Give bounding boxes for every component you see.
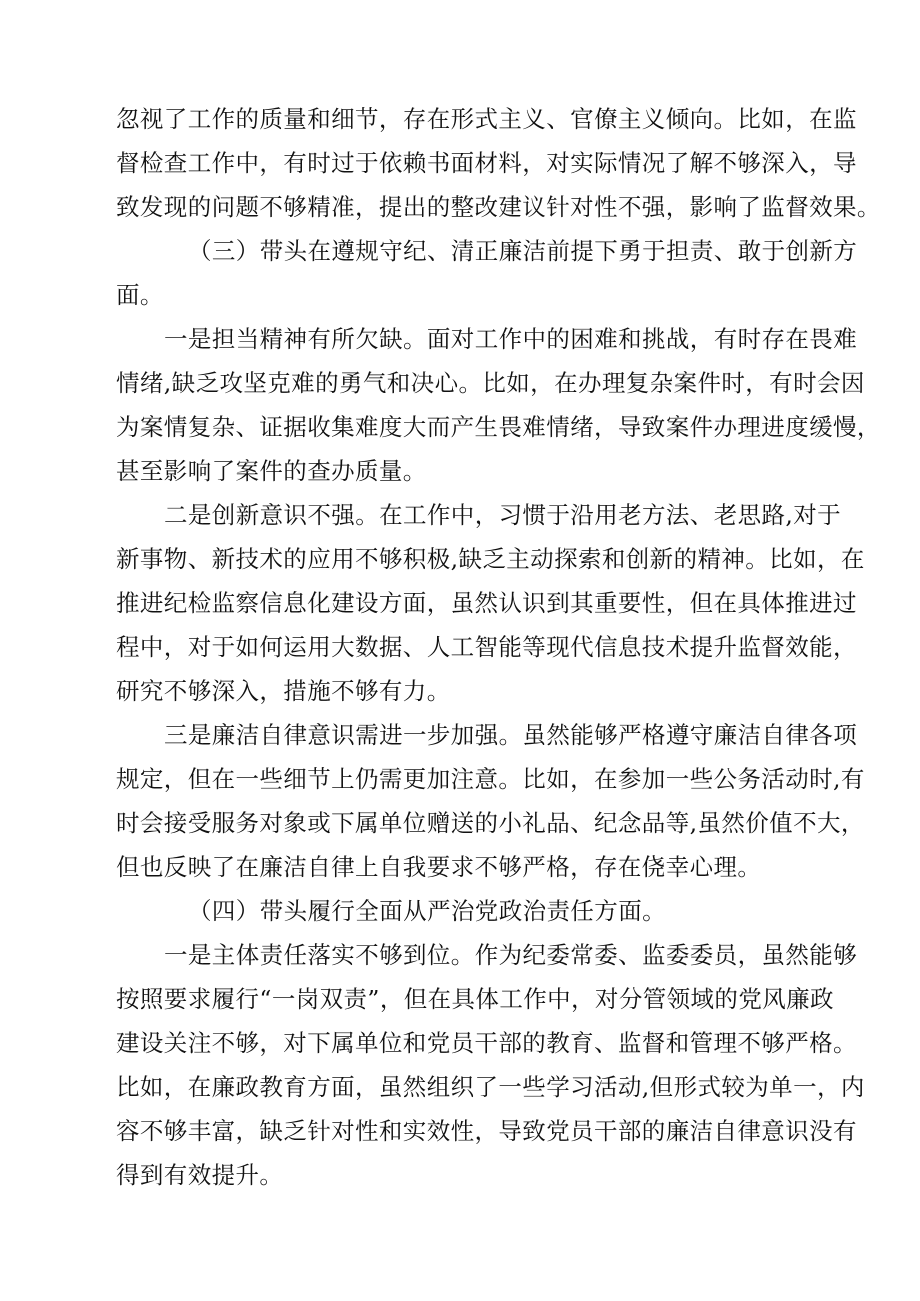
body-line: 建设关注不够，对下属单位和党员干部的教育、监督和管理不够严格。	[116, 1029, 857, 1057]
body-line: 按照要求履行“一岗双责”，但在具体工作中，对分管领域的党风廉政	[116, 985, 834, 1013]
section-heading-3: （三）带头在遵规守纪、清正廉洁前提下勇于担责、敢于创新方	[188, 237, 858, 265]
body-line: 推进纪检监察信息化建设方面，虽然认识到其重要性，但在具体推进过	[116, 589, 857, 617]
document-body	[116, 97, 881, 1197]
body-line: 为案情复杂、证据收集难度大而产生畏难情绪，导致案件办理进度缓慢，	[116, 413, 881, 441]
body-line: 得到有效提升。	[116, 1161, 284, 1189]
paragraph-start: 一是主体责任落实不够到位。作为纪委常委、监委委员，虽然能够	[164, 941, 858, 969]
body-line: 新事物、新技术的应用不够积极,缺乏主动探索和创新的精神。比如，在	[116, 545, 865, 573]
section-heading-4: （四）带头履行全面从严治党政治责任方面。	[188, 897, 666, 925]
body-line: 规定，但在一些细节上仍需更加注意。比如，在参加一些公务活动时,有	[116, 765, 865, 793]
paragraph-start: 三是廉洁自律意识需进一步加强。虽然能够严格遵守廉洁自律各项	[164, 721, 858, 749]
body-line: 程中，对于如何运用大数据、人工智能等现代信息技术提升监督效能，	[116, 633, 857, 661]
body-line: 忽视了工作的质量和细节，存在形式主义、官僚主义倾向。比如，在监	[116, 105, 857, 133]
body-line: 致发现的问题不够精准，提出的整改建议针对性不强，影响了监督效果。	[116, 193, 881, 221]
section-heading-3-cont: 面。	[116, 281, 164, 309]
body-line: 情绪,缺乏攻坚克难的勇气和决心。比如，在办理复杂案件时，有时会因	[116, 369, 865, 397]
body-line: 督检查工作中，有时过于依赖书面材料，对实际情况了解不够深入，导	[116, 149, 857, 177]
body-line: 比如，在廉政教育方面，虽然组织了一些学习活动,但形式较为单一，内	[116, 1073, 865, 1101]
body-line: 时会接受服务对象或下属单位赠送的小礼品、纪念品等,虽然价值不大，	[116, 809, 865, 837]
body-line: 甚至影响了案件的查办质量。	[116, 457, 427, 485]
body-line: 容不够丰富，缺乏针对性和实效性，导致党员干部的廉洁自律意识没有	[116, 1117, 857, 1145]
body-line: 但也反映了在廉洁自律上自我要求不够严格，存在侥幸心理。	[116, 853, 762, 881]
body-line: 研究不够深入，措施不够有力。	[116, 677, 451, 705]
paragraph-start: 二是创新意识不强。在工作中，习惯于沿用老方法、老思路,对于	[164, 501, 842, 529]
paragraph-start: 一是担当精神有所欠缺。面对工作中的困难和挑战，有时存在畏难	[164, 325, 858, 353]
